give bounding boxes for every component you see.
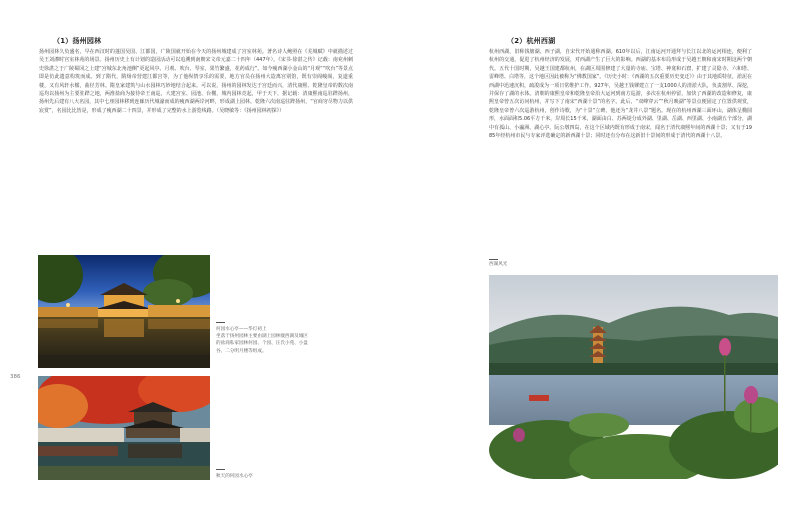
hangzhou-paragraph: 杭州西湖，旧称钱塘湖、西子湖，自宋代开始通称西湖。610年以后，江南运河开通拜与长江以北的运河相连，便利了杭州的交通，促进了杭州经济的发展，对西湖产生了巨大的影响。西湖的基本布局形成于吴越王朝和南宋时期这两个朝代。五代十国时期，吴越王国建都杭州，在湖区周围修建了大量的寺庙、宝塔、神龛和石窟，扩建了灵隐寺、六和塔、雷峰塔、白塔等，这个地区因此被称为“佛教国家”。《历史小时：《西湖的五次重要历史变迁》》由于其地质特征，淤泥在西湖中迅速沉积，疏浚成为一项日常维护工作。927年，吴越王钱镠建立了一支1000人的清淤大队，负责割草、深挖，并保存了湖的水体。清朝的康熙皇帝和乾隆皇帝沿大运河到南方巡游，多次在杭州停留，加快了西湖的改造和修复，康熙皇帝曾五次访问杭州，并写下了南宋“西湖十景”的名字。此后，“双峰穿云”“秋月映湖”等景点便固定了位置供观赏，乾隆皇帝曾六次巡游杭州，创作诗歌，为“十景”立碑，他还为“龙井八景”题名。现在的杭州西湖三面环山，湖体呈椭圆形，水面面积5.06平方千米，岸周长15千米，湖面由白、苏两堤分成外湖、里湖、岳湖、西里湖、小南湖五个部分，湖中有孤山、小瀛洲、湖心亭、阮公墩四岛，在这个区域内既有形成于南宋，闻名于清代康熙年间的西湖十景；又有于1985年经杭州市民与专家评选确定的新西湖十景；同时还有分布在这新旧十景间的形成于清代的西湖十八景。 [489, 49, 752, 140]
photo-caption-west-lake: 西湖风光 [489, 262, 508, 267]
caption-rule [216, 322, 225, 323]
photo2-caption: 秋天的何园水心亭 [216, 474, 253, 479]
west-lake-illustration [489, 275, 778, 479]
photo-west-lake [489, 275, 778, 479]
photo-heyuan-autumn [38, 376, 210, 480]
page-number: 386 [10, 374, 21, 380]
section-heading-hangzhou: （2）杭州西湖 [507, 37, 556, 45]
right-page [395, 0, 790, 517]
section-heading-yangzhou: （1）扬州园林 [53, 37, 102, 45]
night-garden-illustration [38, 255, 210, 368]
caption-rule [489, 259, 498, 260]
photo1-caption: 何园水心亭——华灯初上 坐落于扬州园林主要由湖上园林瘦西湖及城区的盐商私家园林何园、个园、汪氏小苑、小盘谷、二分明月楼等组成。 [216, 327, 308, 354]
caption-rule [216, 469, 225, 470]
yangzhou-paragraph: 扬州园林久负盛名，早在西汉时的蓬国吴国、江都国，广陵国就开始在今天的扬州城建成了宫室林苑。著名诗人鲍照在《芜城赋》中就描述过吴王刘濞时宫室林苑的场景。扬州历史上有计划的造园活动可以追溯到南朝宋文帝元嘉二十四年（447年）。《宋书·徐湛之传》记载：南兖州刺史徐湛之于广陵蜀冈之上建“宫城东北角池侧”更起风亭、月观、吹台、琴室，果竹繁盛，花药成行”。如今瘦西湖小金山的“月观”“吹台”等景点即是仿此遗意构筑而成。到了隋代，隋炀帝营建江都宫等，为了他纵情享乐的需要，地方官员在扬州大造离宫别馆，既有崇阁峻阁，复道重楼，又有风轩水槛，曲径芳林。隋皇家建筑与山水园林巧妙地结合起来。可以说，扬州的园林发达于宫廷而兴，清代康熙、乾隆皇帝的数次南巡均以扬州为主要驻跸之地，两淮盐商为接待帝王南巡，大建宫室、园池、台榭，城内园林竞起，甲于天下，据记载：清康熙南巡驻跸扬州，扬州先后建有八大名园，其中七座园林移到连廊历代城濠而成的瘦西湖两岸河畔，形成湖上园林。乾隆六次南巡驻跸扬州，“官商穷尽物力以供宸赏”，名园比比皆是，形成了瘦西湖二十四景，并形成了完整的水上游览线路。（吴晓敏等：《扬州园林初探》） [39, 49, 353, 114]
photo-heyuan-night [38, 255, 210, 368]
autumn-garden-illustration [38, 376, 210, 480]
